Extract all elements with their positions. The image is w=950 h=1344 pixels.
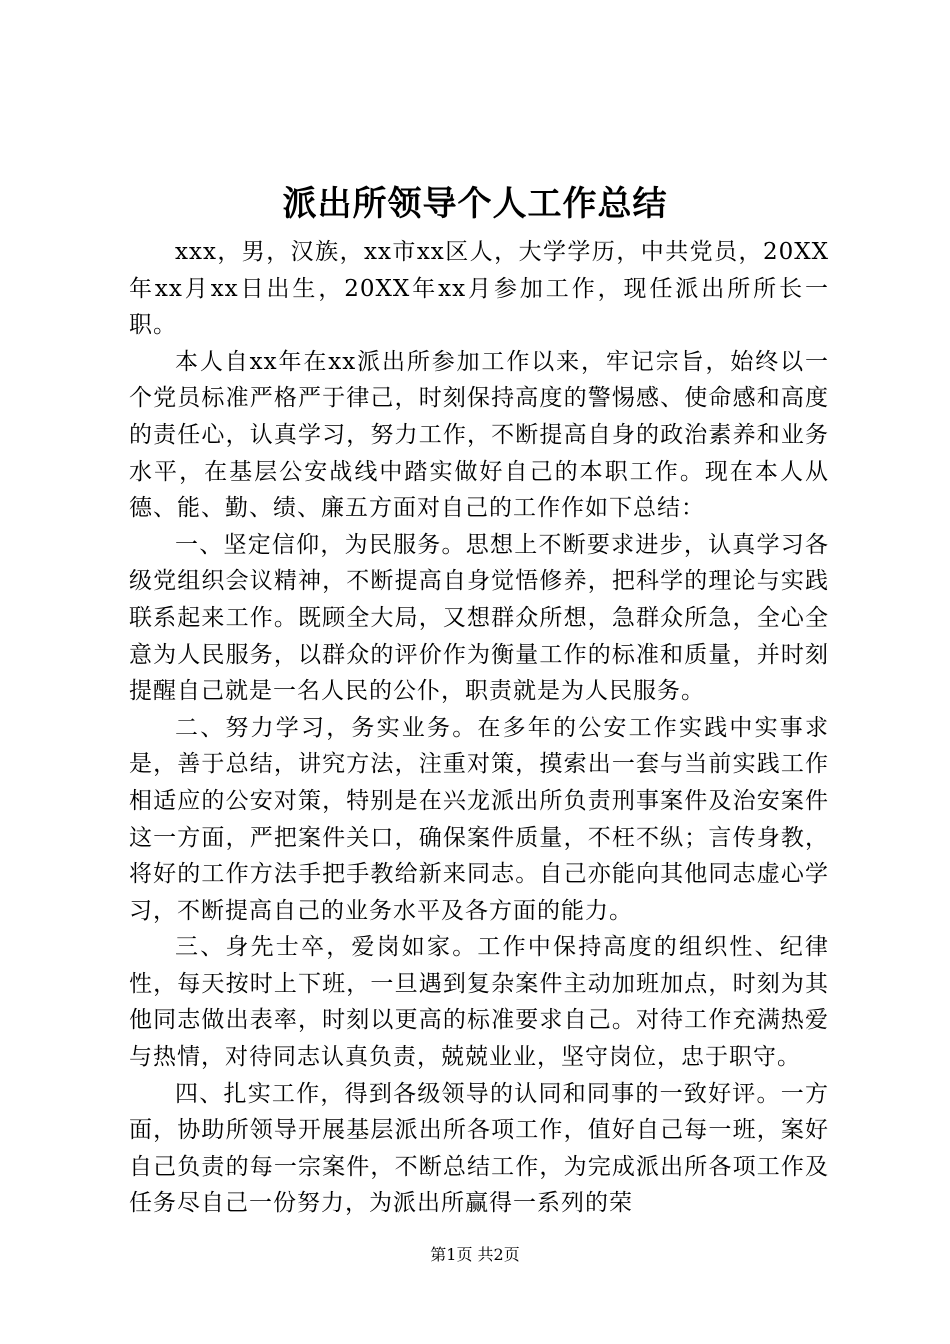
paragraph-section-three: 三、身先士卒，爱岗如家。工作中保持高度的组织性、纪律性，每天按时上下班，一旦遇到复杂案件主动加班加点，时刻为其他同志做出表率，时刻以更高的标准要求自己。对待工作充满热爱与热情，对待同志认真负责，兢兢业业，坚守岗位，忠于职守。 bbox=[129, 934, 829, 1071]
document-title: 派出所领导个人工作总结 bbox=[282, 184, 668, 224]
paragraph-personal-info: xxx，男，汉族，xx市xx区人，大学学历，中共党员，20XX年xx月xx日出生，20XX年xx月参加工作，现任派出所所长一职。 bbox=[129, 239, 829, 339]
page-number-footer: 第1页 共2页 bbox=[430, 1245, 520, 1264]
document-body bbox=[129, 234, 829, 1222]
paragraph-section-one: 一、坚定信仰，为民服务。思想上不断要求进步，认真学习各级党组织会议精神，不断提高自身觉悟修养，把科学的理论与实践联系起来工作。既顾全大局，又想群众所想，急群众所急，全心全意为人民服务，以群众的评价作为衡量工作的标准和质量，并时刻提醒自己就是一名人民的公仆，职责就是为人民服务。 bbox=[129, 531, 829, 705]
paragraph-section-two: 二、努力学习，务实业务。在多年的公安工作实践中实事求是，善于总结，讲究方法，注重对策，摸索出一套与当前实践工作相适应的公安对策，特别是在兴龙派出所负责刑事案件及治安案件这一方面，严把案件关口，确保案件质量，不枉不纵；言传身教，将好的工作方法手把手教给新来同志。自己亦能向其他同志虚心学习，不断提高自己的业务水平及各方面的能力。 bbox=[129, 714, 829, 924]
paragraph-section-four: 四、扎实工作，得到各级领导的认同和同事的一致好评。一方面，协助所领导开展基层派出所各项工作，值好自己每一班，案好自己负责的每一宗案件，不断总结工作，为完成派出所各项工作及任务尽自己一份努力，为派出所赢得一系列的荣 bbox=[129, 1080, 829, 1217]
paragraph-introduction: 本人自xx年在xx派出所参加工作以来，牢记宗旨，始终以一个党员标准严格严于律己，时刻保持高度的警惕感、使命感和高度的责任心，认真学习，努力工作，不断提高自身的政治素养和业务水平，在基层公安战线中踏实做好自己的本职工作。现在本人从德、能、勤、绩、廉五方面对自己的工作作如下总结： bbox=[129, 348, 829, 522]
